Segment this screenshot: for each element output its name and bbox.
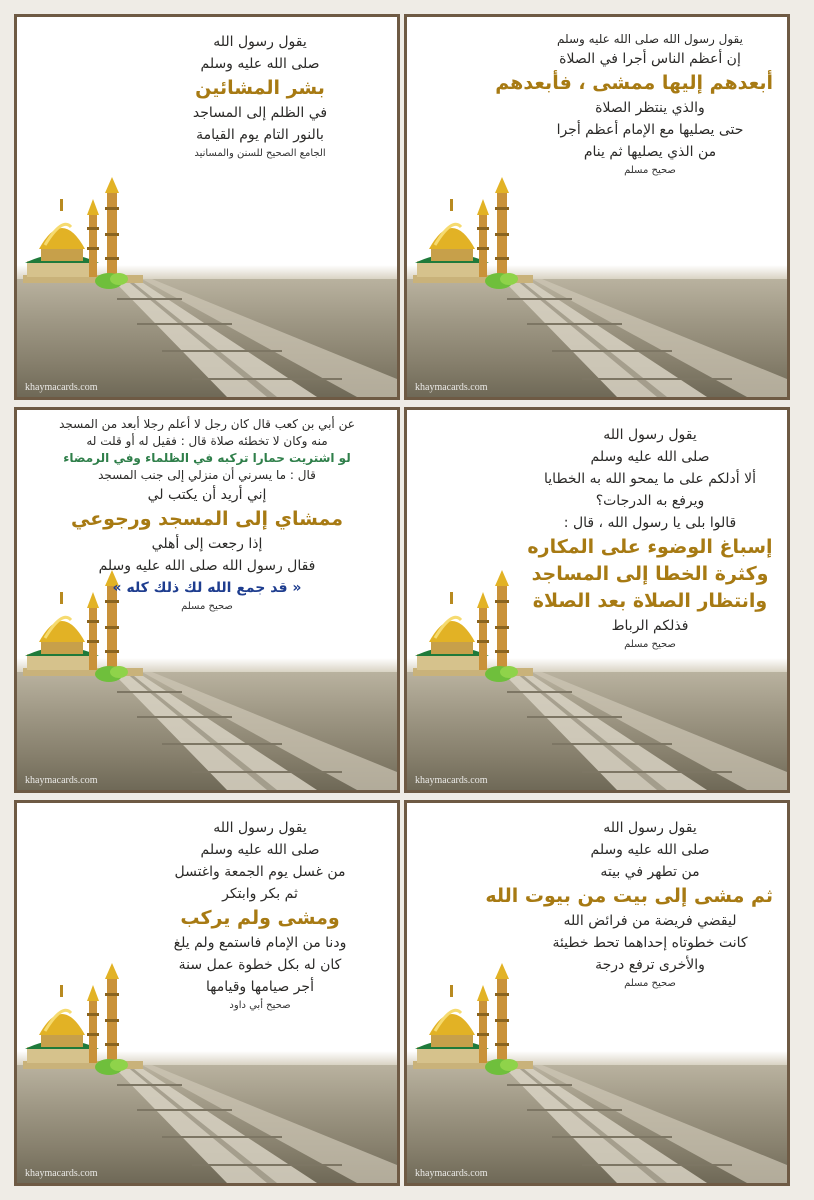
card-text — [495, 31, 773, 179]
card-text — [137, 31, 383, 162]
text-line: فقال رسول الله صلى الله عليه وسلم — [98, 558, 316, 574]
text-line: عن أبي بن كعب قال كان رجل لا أعلم رجلا أبعد من المسجد — [59, 417, 355, 431]
watermark: khaymacards.com — [25, 1168, 98, 1179]
text-line: لو اشتريت حمارا تركبه في الظلماء وفي الرمضاء — [63, 451, 351, 465]
watermark: khaymacards.com — [415, 1168, 488, 1179]
text-line: ودنا من الإمام فاستمع ولم يلغ — [173, 935, 347, 951]
card-text — [485, 817, 773, 992]
text-line: صحيح مسلم — [624, 165, 676, 176]
text-line: ومشى ولم يركب — [180, 907, 340, 929]
card-2 — [14, 14, 400, 400]
mosque-icon — [23, 963, 143, 1081]
text-line: صلى الله عليه وسلم — [590, 842, 710, 858]
text-line: ليقضي فريضة من فرائض الله — [563, 913, 737, 929]
watermark: khaymacards.com — [25, 382, 98, 393]
text-line: يقول رسول الله صلى الله عليه وسلم — [557, 32, 743, 46]
text-line: صحيح مسلم — [181, 601, 233, 612]
watermark: khaymacards.com — [415, 775, 488, 786]
text-line: صحيح مسلم — [624, 978, 676, 989]
text-line: فذلكم الرباط — [611, 618, 689, 634]
card-5 — [404, 800, 790, 1186]
watermark: khaymacards.com — [25, 775, 98, 786]
card-text — [527, 424, 773, 653]
text-line: في الظلم إلى المساجد — [192, 105, 328, 121]
card-6 — [14, 800, 400, 1186]
watermark: khaymacards.com — [415, 382, 488, 393]
text-line: إني أريد أن يكتب لي — [147, 487, 267, 503]
text-line: صلى الله عليه وسلم — [590, 449, 710, 465]
text-line: وانتظار الصلاة بعد الصلاة — [532, 590, 768, 612]
text-line: إذا رجعت إلى أهلي — [151, 536, 263, 552]
text-line: أجر صيامها وقيامها — [206, 979, 314, 995]
text-line: إن أعظم الناس أجرا في الصلاة — [559, 51, 741, 67]
text-line: من تطهر في بيته — [600, 864, 700, 880]
text-line: من الذي يصليها ثم ينام — [583, 144, 717, 160]
text-line: صحيح أبي داود — [229, 1000, 291, 1011]
text-line: صلى الله عليه وسلم — [200, 56, 320, 72]
card-3 — [404, 407, 790, 793]
text-line: والأخرى ترفع درجة — [595, 957, 705, 973]
text-line: « قد جمع الله لك ذلك كله » — [112, 580, 302, 596]
text-line: يقول رسول الله — [213, 34, 307, 50]
mosque-icon — [413, 570, 533, 688]
text-line: ويرفع به الدرجات؟ — [595, 493, 705, 509]
text-line: أبعدهم إليها ممشى ، فأبعدهم — [495, 72, 773, 94]
text-line: يقول رسول الله — [213, 820, 307, 836]
text-line: والذي ينتظر الصلاة — [595, 100, 705, 116]
mosque-icon — [413, 177, 533, 295]
text-line: يقول رسول الله — [603, 427, 697, 443]
card-text — [137, 817, 383, 1014]
text-line: وكثرة الخطا إلى المساجد — [531, 563, 769, 585]
card-text — [29, 416, 385, 615]
text-line: صلى الله عليه وسلم — [200, 842, 320, 858]
text-line: بشر المشائين — [195, 77, 325, 99]
text-line: ممشاي إلى المسجد ورجوعي — [70, 508, 344, 530]
mosque-icon — [413, 963, 533, 1081]
text-line: حتى يصليها مع الإمام أعظم أجرا — [556, 122, 744, 138]
mosque-icon — [23, 177, 143, 295]
text-line: صحيح مسلم — [624, 639, 676, 650]
text-line: كان له بكل خطوة عمل سنة — [178, 957, 342, 973]
text-line: ثم مشى إلى بيت من بيوت الله — [485, 885, 773, 907]
card-1 — [404, 14, 790, 400]
text-line: قالوا بلى يا رسول الله ، قال : — [563, 515, 737, 531]
text-line: منه وكان لا تخطئه صلاة قال : فقيل له أو قلت له — [86, 434, 328, 448]
text-line: من غسل يوم الجمعة واغتسل — [174, 864, 346, 880]
text-line: ثم بكر وابتكر — [222, 886, 298, 902]
text-line: إسباغ الوضوء على المكاره — [527, 536, 773, 558]
text-line: الجامع الصحيح للسنن والمسانيد — [194, 148, 326, 159]
card-4 — [14, 407, 400, 793]
cards-grid — [14, 14, 800, 1186]
text-line: يقول رسول الله — [603, 820, 697, 836]
text-line: بالنور التام يوم القيامة — [196, 127, 324, 143]
text-line: قال : ما يسرني أن منزلي إلى جنب المسجد — [98, 468, 316, 482]
text-line: ألا أدلكم على ما يمحو الله به الخطايا — [544, 471, 756, 487]
text-line: كانت خطوتاه إحداهما تحط خطيئة — [552, 935, 748, 951]
